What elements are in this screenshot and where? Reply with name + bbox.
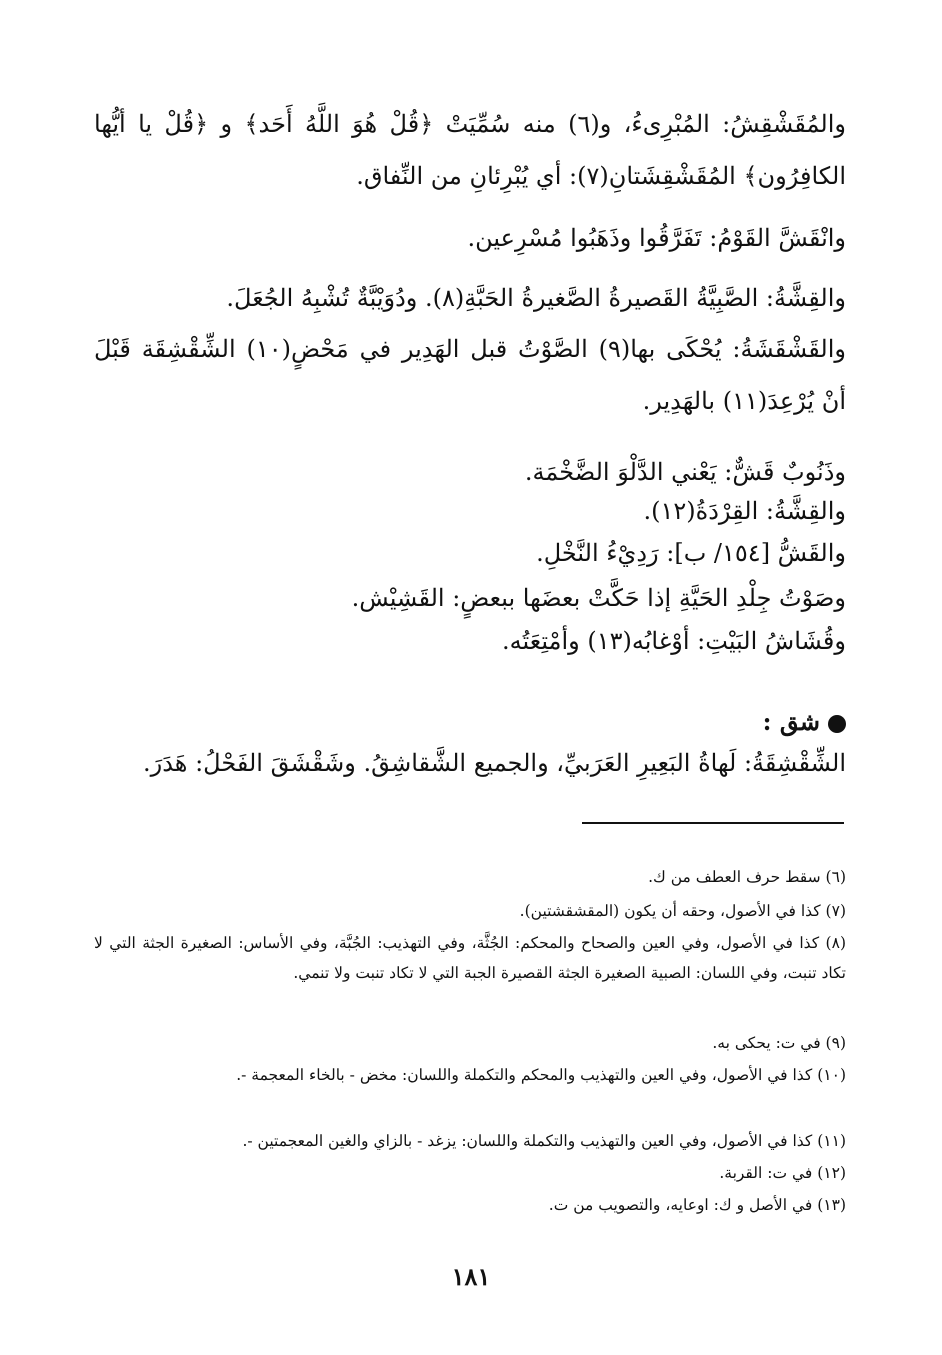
footnote-10: (١٠) كذا في الأصول، وفي العين والتهذيب والمحكم والتكملة واللسان: مخض - بالخاء المعجمة -.	[236, 1066, 846, 1084]
entry-qashqasha: والقَشْقَشَةُ: يُحْكَى بها(٩) الصَّوْتُ قبل الهَدِير في مَحْضٍ(١٠) الشِّقْشِقَة قَبْلَ أنْ يُرْعِدَ(١١) بالهَدِير.	[94, 335, 846, 415]
entry-qushash: وقُشَاشُ البَيْتِ: أوْغابُه(١٣) وأمْتِعَتُه.	[502, 627, 846, 655]
section-text: الشِّقْشِقَةُ: لَهاةُ البَعِيرِ العَرَبيِّ، والجميع الشَّقاشِقُ. وشَقْشَقَ الفَحْلُ: هَدَرَ.	[142, 749, 846, 777]
footnote-12: (١٢) في ت: القربة.	[719, 1164, 846, 1182]
entry-inqashsha: وانْقَشَّ القَوْمُ: تَفَرَّقُوا وذَهَبُوا مُسْرِعين.	[467, 224, 846, 252]
bullet-dot-icon	[828, 715, 846, 733]
footnote-8: (٨) كذا في الأصول، وفي العين والصحاح والمحكم: الجُثَّة، وفي التهذيب: الجُبَّة، وفي الأساس: الصغيرة الجثة التي لا تكاد تنبت، وفي اللسان: الصبية الصغيرة الجثة القصيرة الجبة التي لا تكاد تنبت ولا تنمي.	[94, 934, 846, 982]
page-number: ١٨١	[451, 1262, 491, 1291]
footnote-9: (٩) في ت: يحكى به.	[712, 1034, 846, 1052]
footnote-7: (٧) كذا في الأصول، وحقه أن يكون (المقشقشتين).	[519, 902, 846, 920]
entry-qash-palm: والقَشُّ [١٥٤/ ب]: رَدِيْءُ النَّخْلِ.	[536, 539, 846, 567]
entry-qishsha-monkey: والقِشَّةُ: القِرْدَةُ(١٢).	[643, 497, 846, 525]
entry-qishsha-girl: والقِشَّةُ: الصَّبِيَّةُ القَصيرةُ الصَّغيرةُ الحَبَّةِ(٨). ودُوَيْبَّةٌ تُشْبِهُ الجُعَلَ.	[226, 284, 846, 312]
section-heading	[763, 707, 846, 736]
footnote-6: (٦) سقط حرف العطف من ك.	[648, 868, 846, 886]
entry-dhanub-qash: وذَنُوبٌ قَشٌّ: يَعْني الدَّلْوَ الضَّخْمَة.	[524, 458, 846, 486]
footnote-divider	[582, 822, 844, 824]
entry-qashish: وصَوْتُ جِلْدِ الحَيَّةِ إذا حَكَّتْ بعضَها ببعضٍ: القَشِيْش.	[351, 584, 846, 612]
entry-muqashqish: والمُقَشْقِشُ: المُبْرِىءُ، و(٦) منه سُمِّيَتْ ﴿قُلْ هُوَ اللَّهُ أَحَد﴾ و ﴿قُلْ يا أيُّها الكافِرُون﴾ المُقَشْقِشَتانِ(٧): أي يُبْرِئانِ من النِّفاق.	[94, 110, 846, 190]
footnote-13: (١٣) في الأصل و ك: اوعايه، والتصويب من ت.	[548, 1196, 846, 1214]
footnote-11: (١١) كذا في الأصول، وفي العين والتهذيب والتكملة واللسان: يزغد - بالزاي والغين المعجمتين -.	[242, 1132, 846, 1150]
section-heading-text: شق :	[762, 707, 820, 736]
